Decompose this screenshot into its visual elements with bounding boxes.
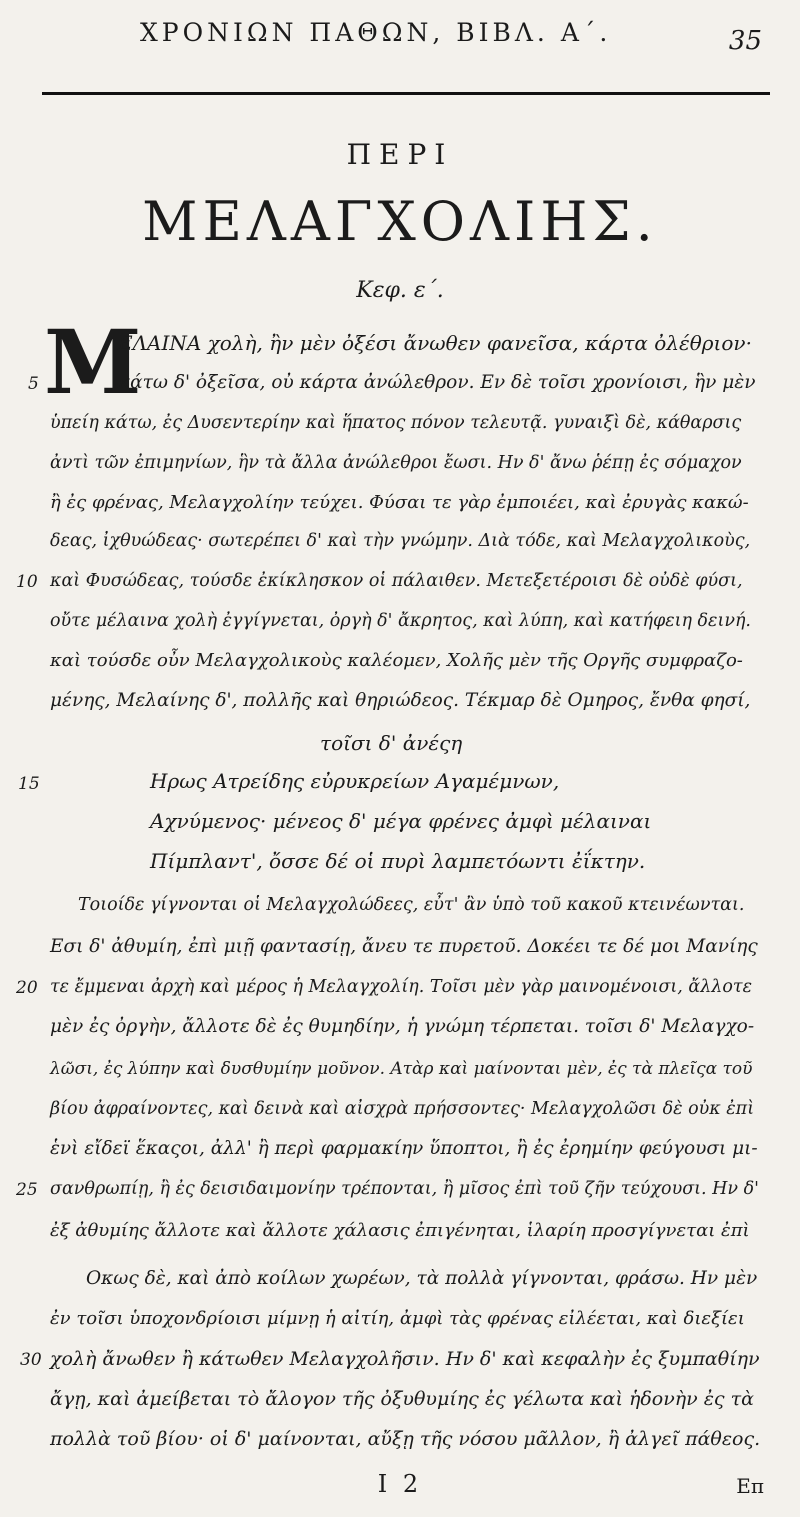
text-line: ὑπείη κάτω, ἐς Δυσεντερίην καὶ ἥπατος πόνον τελευτᾷ. γυναιξὶ δὲ, κάθαρσις (50, 413, 742, 433)
text-line: μὲν ἐς ὀργὴν, ἄλλοτε δὲ ἐς θυμηδίην, ἡ γνώμη τέρπεται. τοῖσι δ' Μελαγχο- (50, 1016, 755, 1037)
text-line: λῶσι, ἐς λύπην καὶ δυσθυμίην μοῦνον. Ατὰρ καὶ μαίνονται μὲν, ἐς τὰ πλεῖςα τοῦ (50, 1059, 753, 1079)
verse-line: Ηρως Ατρείδης εὐρυκρείων Αγαμέμνων, (150, 769, 560, 793)
line-number: 20 (16, 978, 38, 998)
verse-line: Πίμπλαντ', ὄσσε δέ οἱ πυρὶ λαμπετόωντι ἐΐκτην. (150, 849, 646, 873)
line-number: 30 (20, 1350, 42, 1370)
page-number: 35 (728, 26, 762, 56)
text-line: κάτω δ' ὀξεῖσα, οὐ κάρτα ἀνώλεθρον. Εν δὲ τοῖσι χρονίοισι, ἣν μὲν (118, 372, 756, 393)
text-line: ἐν τοῖσι ὑποχονδρίοισι μίμνῃ ἡ αἰτίη, ἀμφὶ τὰς φρένας εἰλέεται, καὶ διεξίει (50, 1308, 745, 1329)
text-line: καὶ τούσδε οὖν Μελαγχολικοὺς καλέομεν, Χολῆς μὲν τῆς Οργῆς συμφραζο- (50, 650, 743, 671)
line-number: 5 (28, 374, 39, 394)
text-line: δεας, ἰχθυώδεας· σωτερέπει δ' καὶ τὴν γνώμην. Διὰ τόδε, καὶ Μελαγχολικοὺς, (50, 531, 751, 551)
text-line: Εσι δ' ἀθυμίη, ἐπὶ μιῇ φαντασίῃ, ἄνευ τε πυρετοῦ. Δοκέει τε δέ μοι Μανίης (50, 936, 758, 957)
line-number: 25 (16, 1180, 38, 1200)
header-rule (42, 92, 770, 95)
line-number: 10 (16, 572, 38, 592)
text-line: χολὴ ἄνωθεν ἢ κάτωθεν Μελαγχολῆσιν. Ην δ' καὶ κεφαλὴν ἐς ξυμπαθίην (50, 1348, 760, 1370)
text-line: σανθρωπίῃ, ἢ ἐς δεισιδαιμονίην τρέπονται, ἢ μῖσος ἐπὶ τοῦ ζῆν τεύχουσι. Ην δ' (50, 1179, 759, 1199)
drop-cap: Μ (44, 310, 142, 414)
catchword: Επ (736, 1474, 764, 1498)
running-head: ΧΡΟΝΙΩΝ ΠΑΘΩΝ, ΒΙΒΛ. Α΄. (140, 18, 612, 47)
line-number: 15 (18, 774, 40, 794)
text-line: τε ἔμμεναι ἀρχὴ καὶ μέρος ἡ Μελαγχολίη. Τοῖσι μὲν γὰρ μαινομένοισι, ἄλλοτε (50, 977, 752, 997)
text-line: ἑνὶ εἴδεϊ ἕκαςοι, ἀλλ' ἢ περὶ φαρμακίην ὕποπτοι, ἢ ἐς ἐρημίην φεύγουσι μι- (50, 1138, 758, 1159)
text-line: ΕΛΑΙΝΑ χολὴ, ἢν μὲν ὀξέσι ἄνωθεν φανεῖσα, κάρτα ὀλέθριον· (118, 331, 752, 355)
verse-line: Αχνύμενος· μένεος δ' μέγα φρένες ἀμφὶ μέλαιναι (150, 809, 652, 833)
text-line: βίου ἀφραίνοντες, καὶ δεινὰ καὶ αἰσχρὰ πρήσσοντες· Μελαγχολῶσι δὲ οὐκ ἐπὶ (50, 1099, 755, 1119)
verse-line: τοῖσι δ' ἀνέςη (320, 731, 463, 755)
signature-mark: I 2 (377, 1470, 423, 1498)
text-line: οὔτε μέλαινα χολὴ ἐγγίγνεται, ὀργὴ δ' ἄκρητος, καὶ λύπη, καὶ κατήφειη δεινή. (50, 611, 751, 631)
text-line: ἐξ ἀθυμίης ἄλλοτε καὶ ἄλλοτε χάλασις ἐπιγένηται, ἱλαρίη προσγίγνεται ἐπὶ (50, 1220, 750, 1241)
text-line: πολλὰ τοῦ βίου· οἱ δ' μαίνονται, αὔξῃ τῆς νόσου μᾶλλον, ἢ ἀλγεῖ πάθεος. (50, 1428, 761, 1450)
text-line: μένης, Μελαίνης δ', πολλῆς καὶ θηριώδεος. Τέκμαρ δὲ Ομηρος, ἔνθα φησί, (50, 690, 751, 711)
text-line: ἢ ἐς φρένας, Μελαγχολίην τεύχει. Φύσαι τε γὰρ ἐμποιέει, καὶ ἐρυγὰς κακώ- (50, 492, 749, 513)
text-line: ἀντὶ τῶν ἐπιμηνίων, ἣν τὰ ἄλλα ἀνώλεθροι ἔωσι. Ην δ' ἄνω ῥέπῃ ἐς σόμαχον (50, 453, 742, 473)
section-prefix: ΠΕΡΙ (346, 138, 454, 171)
text-line: ἄγῃ, καὶ ἀμείβεται τὸ ἄλογον τῆς ὀξυθυμίης ἐς γέλωτα καὶ ἡδονὴν ἐς τὰ (50, 1388, 754, 1410)
chapter-number: Κεφ. ε΄. (356, 278, 444, 303)
text-line: Οκως δὲ, καὶ ἀπὸ κοίλων χωρέων, τὰ πολλὰ γίγνονται, φράσω. Ην μὲν (86, 1268, 758, 1289)
text-line: Τοιοίδε γίγνονται οἱ Μελαγχολώδεες, εὖτ' ἂν ὑπὸ τοῦ κακοῦ κτεινέωνται. (78, 895, 745, 915)
text-line: καὶ Φυσώδεας, τούσδε ἐκίκλησκον οἱ πάλαιθεν. Μετεξετέροισι δὲ οὐδὲ φύσι, (50, 571, 743, 591)
chapter-title: ΜΕΛΑΓΧΟΛΙΗΣ. (142, 190, 658, 253)
